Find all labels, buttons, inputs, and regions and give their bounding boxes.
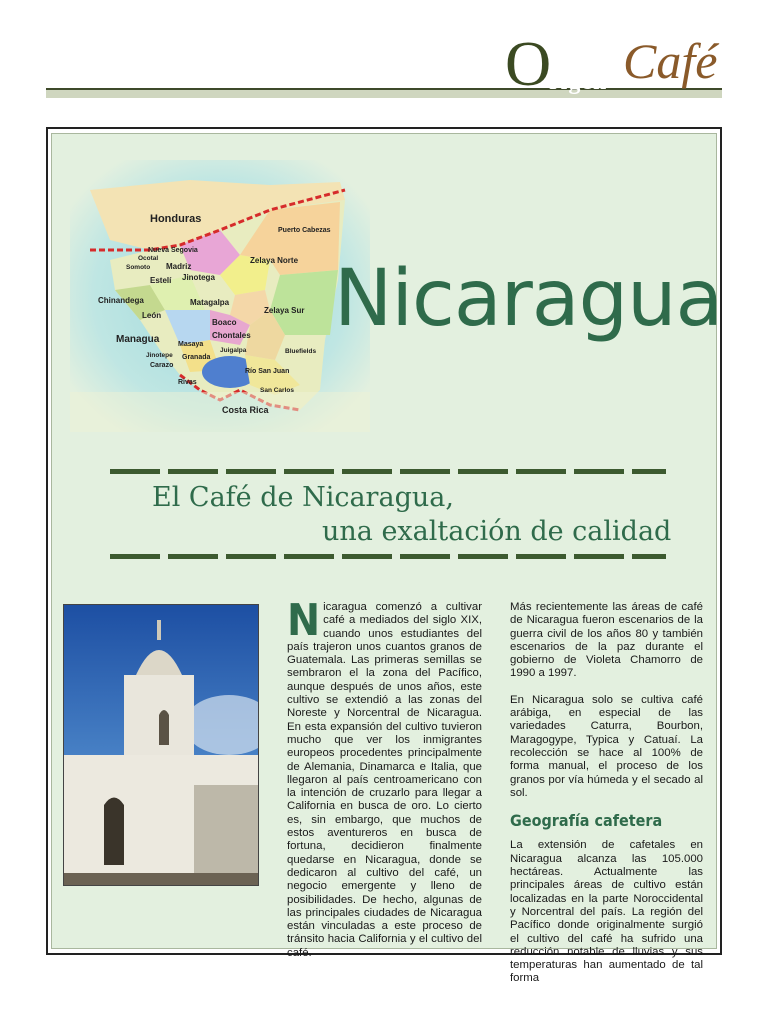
map-label: Zelaya Sur: [264, 306, 305, 315]
logo-cafe: Café: [623, 33, 718, 89]
map-label: Bluefields: [285, 348, 317, 355]
map-label: Granada: [182, 354, 211, 361]
map-label: Río San Juan: [245, 368, 290, 375]
map-label: Estelí: [150, 276, 172, 285]
photo-cross: [157, 620, 161, 640]
map-label: Carazo: [150, 362, 174, 369]
logo-rigen: rigen: [549, 69, 608, 95]
map-label: Madriz: [166, 262, 192, 271]
map-label: Chinandega: [98, 296, 144, 305]
article-column-1: [287, 595, 482, 973]
map-label: Somoto: [126, 264, 151, 271]
map-label: Jinotepe: [146, 352, 173, 359]
map-label: Puerto Cabezas: [278, 227, 331, 234]
article-paragraph: Más recientemente las áreas de café de Nicaragua fueron escenarios de la guerra civil de los años 80 y también escenarios de la paz durante el gobierno de Violeta Chamorro de 1990 a 1997.: [510, 601, 703, 680]
page-title: Nicaragua: [334, 254, 723, 344]
section-heading: Geografía cafetera: [510, 811, 663, 831]
photo-door: [104, 798, 124, 866]
map-label: Nueva Segovia: [148, 247, 198, 254]
photo-side-building: [194, 785, 258, 885]
paragraph-text: icaragua comenzó a cultivar café a mediados del siglo XIX, cuando unos estudiantes del país trajeron unos cuantos granos de Guatemala. Las primeras semillas se sembraron el la zona del Pacífico, aunque después de unos años, este cultivo se extendió a las zonas del Noreste y Norcentral de Nicaragua. En esta expansión del cultivo tuvieron mucho que ver los inmigrantes europeos procedentes principalmente de Alemania, Dinamarca e Italia, que llegaron al país centroamericano con la intención de cruzarlo para llegar a California en busca de oro. Lo cierto es, sin embargo, que muchos de estos aventureros en busca de fortuna, decidieron finalmente quedarse en Nicaragua, donde se dedicaron al cultivo del café, un negocio emergente y lleno de posibilidades. De hecho, algunas de las principales ciudades de Nicaragua están vinculadas a este proceso de tránsito hacia California y el cultivo del café.: [287, 601, 482, 959]
map-label: Rivas: [178, 379, 197, 386]
map-label: Boaco: [212, 318, 237, 327]
map-label: Jinotega: [182, 273, 215, 282]
map-label: Chontales: [212, 331, 251, 340]
church-photo: [63, 604, 259, 886]
logo-letter-o: O: [505, 28, 552, 99]
article-paragraph: [287, 595, 482, 960]
article-column-2: [510, 601, 703, 999]
dropcap: N: [287, 595, 321, 646]
map-costa-rica-area: [70, 392, 370, 432]
map-label: Costa Rica: [222, 405, 269, 415]
map-label: León: [142, 311, 162, 320]
subtitle-line-1: El Café de Nicaragua,: [152, 482, 454, 513]
map-label: San Carlos: [260, 387, 294, 394]
origen-cafe-logo: [505, 28, 730, 103]
subtitle-line-2: una exaltación de calidad: [322, 516, 672, 547]
map-label: Zelaya Norte: [250, 256, 299, 265]
map-label: Juigalpa: [220, 347, 247, 354]
map-label: Ocotal: [138, 255, 159, 262]
photo-window: [159, 710, 169, 745]
photo-ground: [64, 873, 258, 885]
nicaragua-map: [70, 160, 370, 432]
map-label: Masaya: [178, 341, 204, 348]
article-paragraph: En Nicaragua solo se cultiva café arábiga, en especial de las variedades Caturra, Bourbon, Maragogype, Typica y Catuaí. La recolección se hace al 100% de forma manual, el proceso de los granos por vía húmeda y el secado al sol.: [510, 693, 703, 799]
subtitle-rule-top: [110, 469, 666, 474]
map-label: Honduras: [150, 213, 202, 225]
map-label: Managua: [116, 334, 160, 345]
map-label: Matagalpa: [190, 298, 230, 307]
map-region-zelaya-sur: [270, 270, 338, 335]
article-paragraph: La extensión de cafetales en Nicaragua alcanza las 105.000 hectáreas. Actualmente las principales áreas de cultivo están localizadas en la parte Noroccidental y Norcentral del país. La región del Pacífico donde originalmente surgió el cultivo del café ha sufrido una reducción notable de lluvias y sus temperaturas han aumentado de tal forma: [510, 839, 703, 985]
subtitle-rule-bottom: [110, 554, 666, 559]
